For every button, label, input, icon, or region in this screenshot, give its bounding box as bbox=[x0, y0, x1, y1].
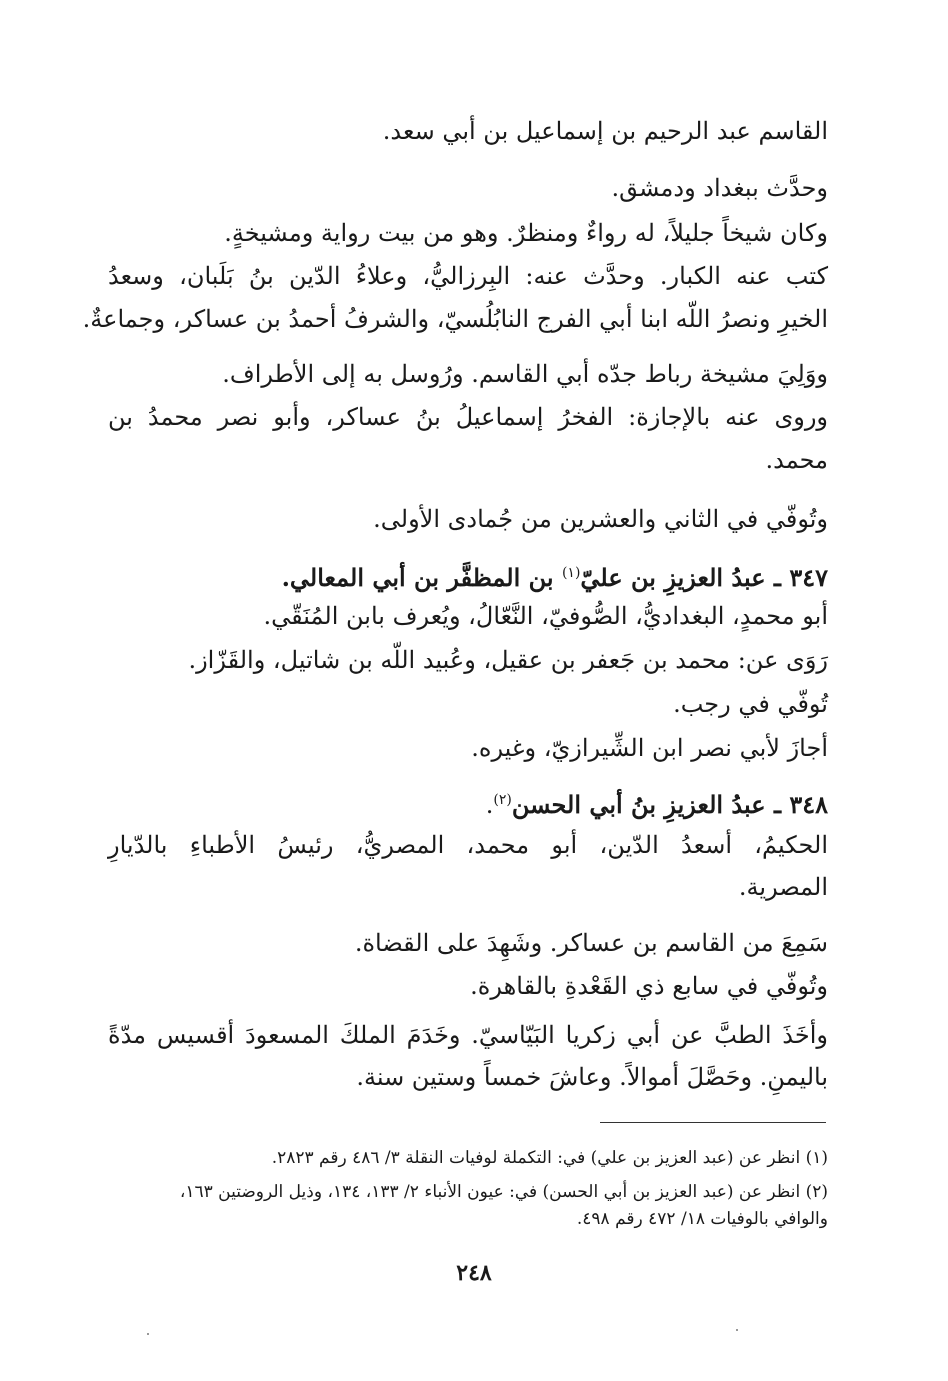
text-line: الخيرِ ونصرُ اللّه ابنا أبي الفرج النابُلُسيّ، والشرفُ أحمدُ بن عساكر، وجماعةٌ. bbox=[82, 305, 828, 333]
text-line: باليمنِ. وحَصَّلَ أموالاً. وعاشَ خمساً وستين سنة. bbox=[356, 1063, 828, 1091]
text-line: سَمِعَ من القاسم بن عساكر. وشَهِدَ على القضاة. bbox=[354, 929, 828, 957]
entry-heading-347 bbox=[282, 556, 828, 595]
footnote-2-cont: والوافي بالوفيات ١٨/ ٤٧٢ رقم ٤٩٨. bbox=[576, 1209, 828, 1229]
text-line: وحدَّث ببغداد ودمشق. bbox=[611, 174, 828, 202]
text-line: وأخَذَ الطبَّ عن أبي زكريا البَيّاسيّ. وخَدَمَ الملكَ المسعودَ أقسيس مدّةً bbox=[108, 1021, 828, 1049]
text-line: وتُوفّي في سابع ذي القَعْدةِ بالقاهرة. bbox=[470, 972, 828, 1000]
scan-speck bbox=[736, 1329, 738, 1331]
entry-heading-348 bbox=[486, 783, 828, 822]
footnote-1: (١) انظر عن (عبد العزيز بن علي) في: التكملة لوفيات النقلة ٣/ ٤٨٦ رقم ٢٨٢٣. bbox=[271, 1148, 828, 1168]
text-line: الحكيمُ، أسعدُ الدّين، أبو محمد، المصريُّ، رئيسُ الأطباءِ بالدّيارِ bbox=[108, 831, 828, 859]
text-line: وكان شيخاً جليلاً، له رواءٌ ومنظرٌ. وهو من بيت رواية ومشيخةٍ. bbox=[224, 219, 828, 247]
entry-title: ٣٤٧ ـ عبدُ العزيزِ بن عليّ bbox=[580, 563, 828, 592]
scan-speck bbox=[147, 1333, 149, 1335]
text-line: ووَلِيَ مشيخة رباط جدّه أبي القاسم. ورُوسل به إلى الأطراف. bbox=[222, 360, 828, 388]
footnote-ref: (١) bbox=[561, 565, 581, 581]
text-line: أبو محمدٍ، البغداديُّ، الصُّوفيّ، النَّعّالُ، ويُعرف بابن المُنَقّي. bbox=[263, 602, 828, 630]
entry-title: ٣٤٨ ـ عبدُ العزيزِ بنُ أبي الحسن bbox=[511, 790, 828, 819]
text-line: المصرية. bbox=[738, 873, 828, 901]
text-line: كتب عنه الكبار. وحدَّث عنه: البِرزاليُّ، وعلاءُ الدّين بنُ بَلَبان، وسعدُ bbox=[108, 262, 828, 290]
entry-title-rest: . bbox=[485, 791, 494, 819]
text-line: وتُوفّي في الثاني والعشرين من جُمادى الأولى. bbox=[373, 505, 828, 533]
entry-title-rest: بن المظفَّر بن أبي المعالي. bbox=[281, 563, 562, 592]
footnote-ref: (٢) bbox=[493, 792, 512, 808]
footnote-2: (٢) انظر عن (عبد العزيز بن أبي الحسن) في: عيون الأنباء ٢/ ١٣٣، ١٣٤، وذيل الروضتين ١٦٣، bbox=[179, 1182, 828, 1202]
text-line: القاسم عبد الرحيم بن إسماعيل بن أبي سعد. bbox=[382, 117, 828, 145]
text-line: رَوَى عن: محمد بن جَعفر بن عقيل، وعُبيد اللّه بن شاتيل، والقَزّاز. bbox=[188, 646, 828, 674]
text-line: وروى عنه بالإجازة: الفخرُ إسماعيلُ بنُ عساكر، وأبو نصر محمدُ بن bbox=[108, 403, 828, 431]
footnote-divider bbox=[600, 1122, 826, 1123]
text-line: تُوفّي في رجب. bbox=[673, 690, 828, 718]
text-line: أجازَ لأبي نصر ابن الشِّيرازيّ، وغيره. bbox=[471, 734, 828, 762]
text-line: محمد. bbox=[765, 446, 828, 474]
page-number: ٢٤٨ bbox=[456, 1260, 492, 1286]
